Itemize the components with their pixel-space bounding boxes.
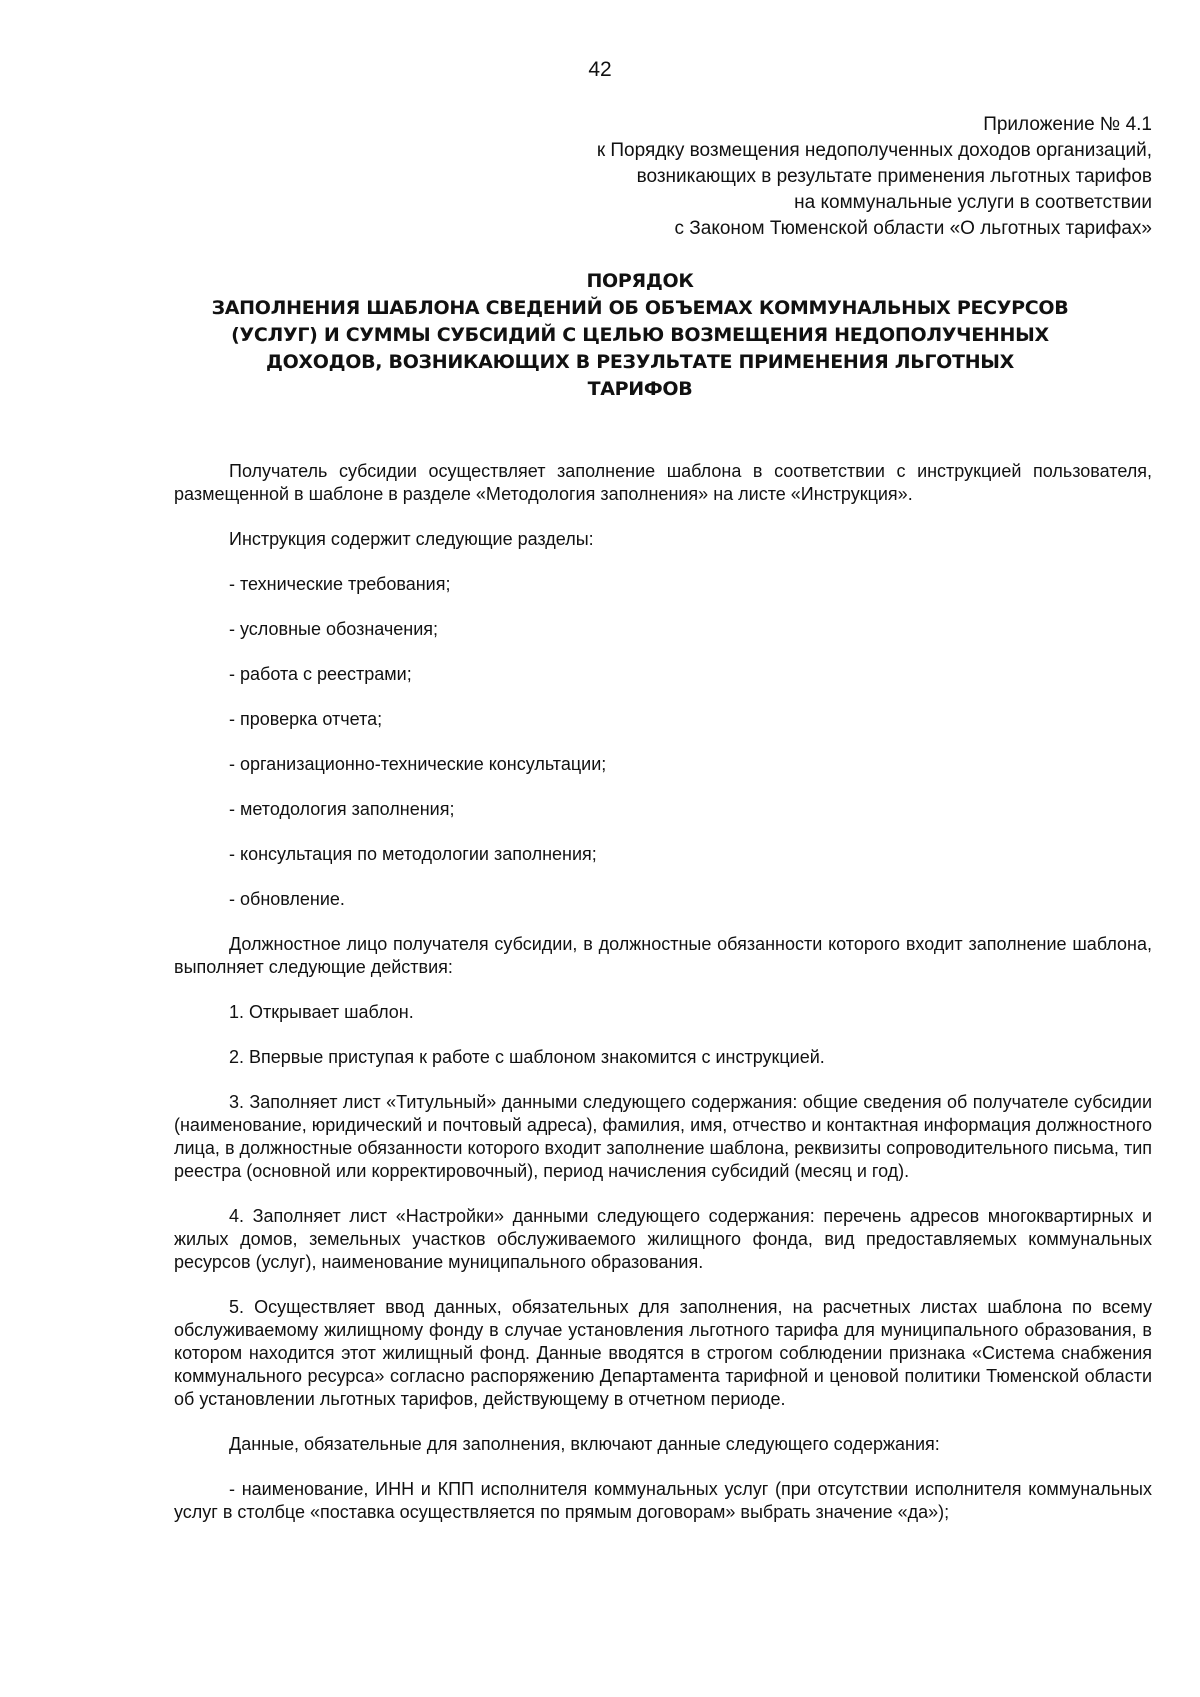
title-line: ЗАПОЛНЕНИЯ ШАБЛОНА СВЕДЕНИЙ ОБ ОБЪЕМАХ КОММУНАЛЬНЫХ РЕСУРСОВ [211, 297, 1069, 319]
section-list-item: - обновление. [229, 889, 345, 909]
annex-line: к Порядку возмещения недополученных доходов организаций, [596, 140, 1152, 161]
section-list-item: - проверка отчета; [229, 709, 383, 729]
annex-reference [352, 112, 1152, 242]
required-heading: Данные, обязательные для заполнения, включают данные следующего содержания: [229, 1434, 940, 1454]
title-line: ТАРИФОВ [587, 378, 693, 400]
step-paragraph: 5. Осуществляет ввод данных, обязательных для заполнения, на расчетных листах шаблона по всему обслуживаемому жилищному фонду в случае установления льготного тарифа для муниципального образования, в котором находится этот жилищный фонд. Данные вводятся в строгом соблюдении признака «Система снабжения коммунального ресурса» согласно распоряжению Департамента тарифной и ценовой политики Тюменской области об установлении льготных тарифов, действующему в отчетном периоде. [174, 1297, 1152, 1409]
annex-line: с Законом Тюменской области «О льготных тарифах» [674, 218, 1152, 239]
annex-line: Приложение № 4.1 [983, 114, 1152, 135]
annex-line: возникающих в результате применения льготных тарифов [636, 166, 1152, 187]
title-line: ПОРЯДОК [586, 270, 694, 292]
required-list-item: - наименование, ИНН и КПП исполнителя коммунальных услуг (при отсутствии исполнителя коммунальных услуг в столбце «поставка осуществляется по прямым договорам» выбрать значение «да»); [174, 1479, 1152, 1522]
section-list-item: - технические требования; [229, 574, 451, 594]
section-list-item: - методология заполнения; [229, 799, 455, 819]
official-intro-paragraph: Должностное лицо получателя субсидии, в должностные обязанности которого входит заполнение шаблона, выполняет следующие действия: [174, 934, 1152, 977]
step-paragraph: 2. Впервые приступая к работе с шаблоном знакомится с инструкцией. [229, 1047, 825, 1067]
section-list-item: - условные обозначения; [229, 619, 439, 639]
document-body [174, 460, 1152, 1546]
section-list-item: - работа с реестрами; [229, 664, 412, 684]
section-list-item: - консультация по методологии заполнения; [229, 844, 597, 864]
step-paragraph: 4. Заполняет лист «Настройки» данными следующего содержания: перечень адресов многоквартирных и жилых домов, земельных участков обслуживаемого жилищного фонда, вид предоставляемых коммунальных ресурсов (услуг), наименование муниципального образования. [174, 1206, 1152, 1272]
annex-line: на коммунальные услуги в соответствии [794, 192, 1152, 213]
intro-paragraph: Получатель субсидии осуществляет заполнение шаблона в соответствии с инструкцией пользователя, размещенной в шаблоне в разделе «Методология заполнения» на листе «Инструкция». [174, 461, 1152, 504]
title-line: (УСЛУГ) И СУММЫ СУБСИДИЙ С ЦЕЛЬЮ ВОЗМЕЩЕНИЯ НЕДОПОЛУЧЕННЫХ [231, 324, 1049, 346]
document-title [190, 268, 1090, 403]
step-paragraph: 3. Заполняет лист «Титульный» данными следующего содержания: общие сведения об получателе субсидии (наименование, юридический и почтовый адреса), фамилия, имя, отчество и контактная информация должностного лица, в должностные обязанности которого входит заполнение шаблона, реквизиты сопроводительного письма, тип реестра (основной или корректировочный), период начисления субсидий (месяц и год). [174, 1092, 1152, 1181]
sections-heading: Инструкция содержит следующие разделы: [229, 529, 594, 549]
title-line: ДОХОДОВ, ВОЗНИКАЮЩИХ В РЕЗУЛЬТАТЕ ПРИМЕНЕНИЯ ЛЬГОТНЫХ [265, 351, 1015, 373]
step-paragraph: 1. Открывает шаблон. [229, 1002, 414, 1022]
page-number: 42 [588, 58, 612, 81]
section-list-item: - организационно-технические консультации; [229, 754, 607, 774]
